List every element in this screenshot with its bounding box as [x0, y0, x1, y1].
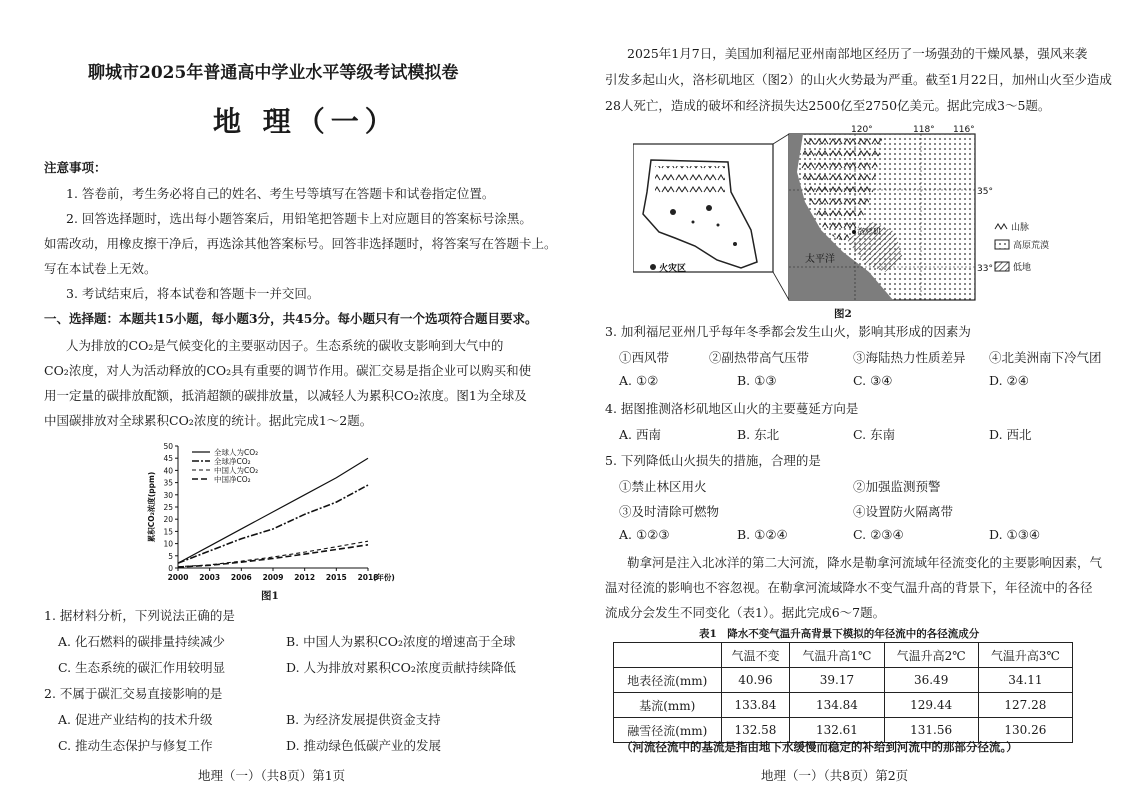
- x-tick-label: 2012: [294, 573, 316, 582]
- q5-item: ②加强监测预警: [853, 479, 941, 494]
- q3-option-b[interactable]: B. ①③: [737, 373, 777, 388]
- notice-item: 如需改动，用橡皮擦干净后，再选涂其他答案标号。回答非选择题时，将答案写在答题卡上。: [44, 236, 557, 251]
- y-tick-label: 15: [163, 527, 173, 537]
- passage-line: CO₂浓度，对人为活动释放的CO₂具有重要的调节作用。碳汇交易是指企业可以购买和使: [44, 363, 532, 378]
- x-tick-label: 2009: [262, 573, 284, 582]
- q5-option-d[interactable]: D. ①③④: [989, 527, 1041, 542]
- table-cell: 36.49: [884, 668, 978, 693]
- table-cell: 34.11: [978, 668, 1072, 693]
- table-header-cell: 气温升高1℃: [790, 643, 884, 668]
- q5-item: ③及时清除可燃物: [619, 504, 720, 519]
- table-header-cell: 气温升高2℃: [884, 643, 978, 668]
- x-tick-label: 2006: [230, 573, 252, 582]
- table-cell: 129.44: [884, 693, 978, 718]
- fire-zone-icon: [650, 264, 656, 270]
- q3-stem: 3. 加利福尼亚州几乎每年冬季都会发生山火，影响其形成的因素为: [605, 324, 971, 339]
- q2-option-a[interactable]: A. 促进产业结构的技术升级: [58, 712, 213, 727]
- q2-option-d[interactable]: D. 推动绿色低碳产业的发展: [286, 738, 442, 753]
- x-axis-label: (年份): [373, 573, 395, 582]
- q4-option-d[interactable]: D. 西北: [989, 427, 1032, 442]
- table-row: [614, 668, 1073, 693]
- fire-zone-label: 火灾区: [659, 264, 687, 274]
- notice-item: 2. 回答选择题时，选出每小题答案后，用铅笔把答题卡上对应题目的答案标号涂黑。: [66, 211, 532, 226]
- lon-label: 116°: [953, 125, 975, 135]
- y-tick-label: 35: [163, 478, 173, 488]
- q5-option-b[interactable]: B. ①②④: [737, 527, 788, 542]
- y-tick-label: 0: [168, 564, 173, 573]
- lat-label: 35°: [977, 187, 993, 197]
- q1-option-d[interactable]: D. 人为排放对累积CO₂浓度贡献持续降低: [286, 660, 516, 675]
- exam-title: 聊城市2025年普通高中学业水平等级考试模拟卷: [88, 63, 459, 83]
- q1-option-c[interactable]: C. 生态系统的碳汇作用较明显: [58, 660, 226, 675]
- q3-item: ②副热带高气压带: [709, 350, 810, 365]
- mountain-symbols: [655, 166, 725, 196]
- y-tick-label: 5: [168, 551, 173, 561]
- series-line: [178, 458, 368, 563]
- passage-line: 2025年1月7日，美国加利福尼亚州南部地区经历了一场强劲的干燥风暴，强风来袭: [627, 46, 1088, 61]
- notice-item: 3. 考试结束后，将本试卷和答题卡一并交回。: [66, 286, 320, 301]
- table-cell: 131.56: [884, 718, 978, 743]
- mountain-legend-icon: [995, 224, 1007, 229]
- y-tick-label: 20: [163, 515, 173, 525]
- q4-option-b[interactable]: B. 东北: [737, 427, 780, 442]
- table-cell: 40.96: [721, 668, 790, 693]
- table-cell: 基流(mm): [614, 693, 722, 718]
- table-header-cell: 气温不变: [721, 643, 790, 668]
- q4-option-a[interactable]: A. 西南: [619, 427, 661, 442]
- table-header-row: [614, 643, 1073, 668]
- passage-line: 勒拿河是注入北冰洋的第二大河流，降水是勒拿河流域年径流变化的主要影响因素，气: [627, 555, 1103, 570]
- passage-line: 人为排放的CO₂是气候变化的主要驱动因子。生态系统的碳收支影响到大气中的: [66, 338, 504, 353]
- q3-option-a[interactable]: A. ①②: [619, 373, 659, 388]
- table-note: （河流径流中的基流是指由地下水缓慢而稳定的补给到河流中的那部分径流。）: [621, 740, 1018, 754]
- co2-chart: [140, 438, 420, 598]
- desert-legend-icon: [995, 240, 1009, 249]
- legend-label: 山脉: [1011, 223, 1030, 233]
- table-cell: 133.84: [721, 693, 790, 718]
- sea-label: 太平洋: [805, 254, 835, 265]
- runoff-table: [613, 642, 1073, 743]
- passage-line: 用一定量的碳排放配额，抵消超额的碳排放量，以减轻人为累积CO₂浓度。图1为全球及: [44, 388, 527, 403]
- table-header-cell: [614, 643, 722, 668]
- la-fire-map: [633, 122, 1073, 312]
- section-heading: 一、选择题：本题共15小题，每小题3分，共45分。每小题只有一个选项符合题目要求。: [44, 311, 538, 326]
- q3-item: ③海陆热力性质差异: [853, 350, 966, 365]
- legend-label: 高原荒漠: [1013, 241, 1050, 251]
- q3-option-d[interactable]: D. ②④: [989, 373, 1029, 388]
- q5-option-a[interactable]: A. ①②③: [619, 527, 670, 542]
- q1-option-a[interactable]: A. 化石燃料的碳排量持续减少: [58, 634, 225, 649]
- passage-line: 温对径流的影响也不容忽视。在勒拿河流域降水不变气温升高的背景下，年径流中的各径: [605, 580, 1093, 595]
- notice-item: 1. 答卷前，考生务必将自己的姓名、考生号等填写在答题卡和试卷指定位置。: [66, 186, 495, 201]
- lowland-legend-icon: [995, 262, 1009, 271]
- y-tick-label: 50: [163, 442, 173, 451]
- page-footer: 地理（一）（共8页）第1页: [198, 768, 346, 783]
- y-tick-label: 30: [163, 490, 173, 500]
- table-cell: 132.58: [721, 718, 790, 743]
- x-tick-label: 2003: [199, 573, 221, 582]
- q2-option-c[interactable]: C. 推动生态保护与修复工作: [58, 738, 213, 753]
- passage-line: 28人死亡，造成的破坏和经济损失达2500亿至2750亿美元。据此完成3～5题。: [605, 98, 1051, 113]
- page-1: [0, 0, 563, 800]
- legend-label: 中国净CO₂: [214, 475, 251, 484]
- y-axis-label: 累积CO₂浓度(ppm): [147, 471, 156, 543]
- series-line: [178, 485, 368, 563]
- figure-2-caption: 图2: [834, 308, 852, 320]
- q1-stem: 1. 据材料分析，下列说法正确的是: [44, 608, 235, 623]
- lon-label: 120°: [851, 125, 873, 135]
- q3-item: ④北美洲南下冷气团: [989, 350, 1102, 365]
- subject-title: 地 理（一）: [213, 105, 399, 138]
- table-cell: 地表径流(mm): [614, 668, 722, 693]
- table-header-cell: 气温升高3℃: [978, 643, 1072, 668]
- table-cell: 132.61: [790, 718, 884, 743]
- q3-option-c[interactable]: C. ③④: [853, 373, 893, 388]
- city-label: 洛杉矶: [857, 227, 881, 236]
- q5-item: ④设置防火隔离带: [853, 504, 954, 519]
- notice-heading: 注意事项：: [44, 160, 107, 175]
- y-tick-label: 10: [163, 539, 173, 549]
- y-tick-label: 25: [163, 503, 173, 512]
- city-marker: [852, 230, 856, 234]
- q5-item: ①禁止林区用火: [619, 479, 707, 494]
- legend-label: 中国人为CO₂: [214, 466, 259, 475]
- q1-option-b[interactable]: B. 中国人为累积CO₂浓度的增速高于全球: [286, 634, 516, 649]
- passage-line: 引发多起山火，洛杉矶地区（图2）的山火火势最为严重。截至1月22日，加州山火至少造成: [605, 72, 1112, 87]
- q5-stem: 5. 下列降低山火损失的措施，合理的是: [605, 453, 821, 468]
- x-tick-label: 2000: [167, 573, 189, 582]
- lon-label: 118°: [913, 125, 935, 135]
- q2-stem: 2. 不属于碳汇交易直接影响的是: [44, 686, 223, 701]
- series-line: [178, 541, 368, 567]
- lat-label: 33°: [977, 264, 993, 274]
- q4-option-c[interactable]: C. 东南: [853, 427, 896, 442]
- page-footer: 地理（一）（共8页）第2页: [761, 768, 909, 783]
- table-1-caption: 表1 降水不变气温升高背景下模拟的年径流中的各径流成分: [699, 628, 980, 640]
- notice-item: 写在本试卷上无效。: [44, 261, 157, 276]
- q4-stem: 4. 据图推测洛杉矶地区山火的主要蔓延方向是: [605, 401, 859, 416]
- table-row: [614, 693, 1073, 718]
- figure-1-caption: 图1: [261, 590, 279, 602]
- x-tick-label: 2018: [357, 573, 379, 582]
- page-2: [563, 0, 1127, 800]
- passage-line: 中国碳排放对全球累积CO₂浓度的统计。据此完成1～2题。: [44, 413, 373, 428]
- y-tick-label: 45: [163, 454, 173, 464]
- q3-item: ①西风带: [619, 350, 670, 365]
- table-cell: 39.17: [790, 668, 884, 693]
- y-tick-label: 40: [163, 466, 173, 476]
- legend-label: 低地: [1013, 263, 1032, 273]
- table-cell: 融雪径流(mm): [614, 718, 722, 743]
- q2-option-b[interactable]: B. 为经济发展提供资金支持: [286, 712, 441, 727]
- passage-line: 流成分会发生不同变化（表1）。据此完成6～7题。: [605, 605, 886, 620]
- x-tick-label: 2015: [325, 573, 347, 582]
- table-cell: 127.28: [978, 693, 1072, 718]
- legend-label: 全球人为CO₂: [214, 448, 259, 457]
- table-cell: 130.26: [978, 718, 1072, 743]
- legend-label: 全球净CO₂: [214, 457, 251, 466]
- q5-option-c[interactable]: C. ②③④: [853, 527, 904, 542]
- table-cell: 134.84: [790, 693, 884, 718]
